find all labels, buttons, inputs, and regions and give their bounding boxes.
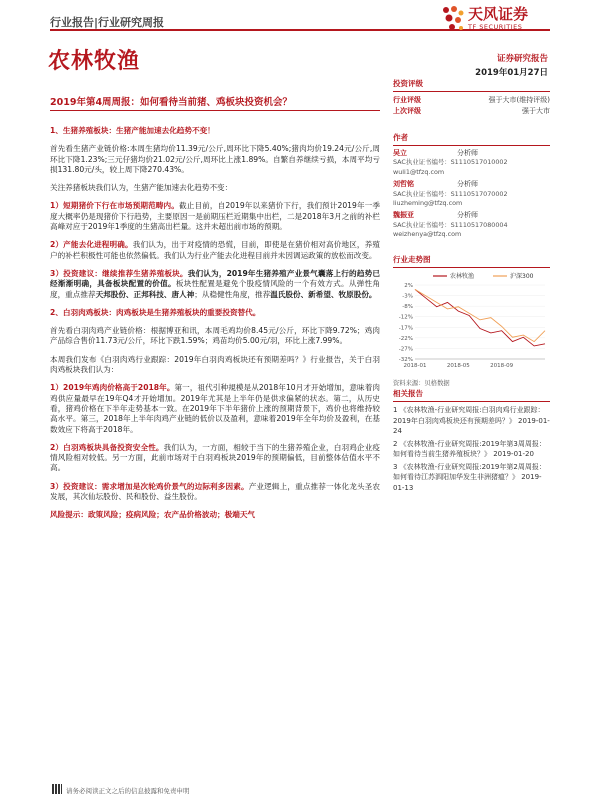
logo-subtitle: TF SECURITIES [468,23,523,31]
sector-title: 农林牧渔 [48,49,141,74]
rating-heading: 投资评级 [393,78,550,92]
paragraph: 1）短期猪价下行在市场预期范畴内。截止目前，自2019年以来猪价下行，我们预计2019年一季度大概率仍是现猪价下行趋势，主要原因一是前期压栏近期集中出栏，二是2018年3月之前的补栏高峰对应于2019年1季度的生猪高出栏量。这并未超出前市场的预期。 [50,201,380,232]
paragraph: 关注养猪板块我们认为，生猪产能加速去化趋势不变： [50,183,233,193]
paragraph: 3）投资建议：继续推荐生猪养殖板块。我们认为，2019年生猪养殖产业景气囊落上行的趋势已经渐渐明确，具备板块配置的价值。板块性配置是避免个股疫情风险的一个有效方式。从弹性角度，重点推荐天邦股份、正邦科技、唐人神；从稳健性角度，推荐温氏股份、新希望、牧原股份。 [50,268,381,299]
analyst-email-link[interactable]: wuli1@tfzq.com [393,167,445,176]
series-line-csi300 [415,289,545,341]
report-category: 行业报告|行业研究周报 [50,16,165,29]
y-tick-label: -32% [398,357,413,363]
previous-rating-value: 强于大市 [522,107,550,115]
y-tick-label: -22% [398,335,413,342]
x-tick-label: 2018-01 [403,363,427,369]
trend-heading: 行业走势图 [393,254,550,268]
paragraph: 1）2019年鸡肉价格高于2018年。第一，祖代引种規模是从2018年10月才开始增加，意味着肉鸡供应量最早在19年Q4才开始增加。2019年尤其是上半年仍是供求偏紧的状态。第二，从历史看，猪鸡价格在下半年走势基本一致。在2019年下半年猪价上涨的预期背景下，鸡价也将维持较高水平。第三，2018年上半年肉鸡产业链的低价以及盈利，意味着2019年全年均价及盈利，在基数效应下将高于2018年。 [50,383,380,434]
trend-panel [393,254,550,387]
section-2-heading: 2、白羽肉鸡板块：肉鸡板块是生猪养殖板块的重要投资替代。 [50,307,261,317]
x-tick-label: 2018-09 [490,363,514,369]
paragraph: 首先看白羽肉鸡产业链价格：根据博亚和讯，本周毛鸡均价8.45元/公斤，环比下降9.72%；鸡肉产品综合售价11.73元/公斤，环比下跌1.59%；鸡苗均价5.00元/羽，环比上涨7.99%。 [50,326,380,346]
analyst-email-link[interactable]: liuzheming@tfzq.com [393,199,463,208]
paragraph: 首先看生猪产业链价格:本周生猪均价11.39元/公斤,周环比下降5.40%;猪肉均价19.24元/公斤,周环比下降1.23%;三元仔猪均价21.02元/公斤,周环比上涨1.89%。自繁自养继续亏损，本周平均亏损131.80元/头，较上周下降270.43%。 [50,144,380,174]
industry-rating-value: 强于大市(维持评级) [488,96,550,104]
industry-rating-label: 行业评级 [393,96,421,104]
paragraph: 2）白羽鸡板块具备投资安全性。我们认为，一方面，相较于当下的生猪养殖企业，白羽鸡企业疫情风险相对较低。另一方面，此前市场对于白羽鸡板块2019年的预期偏低，目前整体估值水平不高。 [50,442,380,473]
y-tick-label: -8% [402,304,413,311]
legend-label: 农林牧渔 [450,273,475,280]
risk-warning: 风险提示：政策风险；疫病风险；农产品价格波动；极端天气 [50,510,256,520]
analyst-entry: 吴立 分析师 SAC执业证书编号：S1110517010002 wuli1@tfzq.com [393,149,550,177]
report-date: 2019年01月27日 [475,68,548,78]
y-tick-label: -17% [398,325,413,332]
previous-rating-label: 上次评级 [393,107,421,115]
related-heading: 相关报告 [393,388,550,402]
paragraph: 2）产能去化进程明确。我们认为，出于对疫情的恐慌，目前，即使是在猪价相对高价地区，养殖户的补栏积极性可能也依然偏低。我们认为行业产能去化进程目前并未因调运政策的放松而改变。 [50,240,380,260]
paragraph: 本周我们发布《白羽肉鸡行业跟踪：2019年白羽肉鸡板块还有预期差吗？》行业报告，关于白羽肉鸡板块我们认为： [50,354,380,375]
paragraph: 3）投资建议：需求增加是次轮鸡价景气的边际利多因素。产业逻辑上，重点推荐一体化龙头圣农发展，其次仙坛股份、民和股份、益生股份。 [50,481,380,502]
analyst-entry: 魏振亚 分析师 SAC执业证书编号：S1110517080004 weizhenya@tfzq.com [393,211,550,239]
industry-trend-chart [393,271,550,375]
related-report-link[interactable]: 1 《农林牧渔-行业研究周报:白羽肉鸡行业跟踪：2019年白羽肉鸡板块还有预期差吗？》 2019-01-24 [393,406,550,435]
y-tick-label: 2% [404,283,413,289]
report-title: 2019年第4周周报：如何看待当前猪、鸡板块投资机会？ [50,97,293,108]
section-1-heading: 1、生猪养殖板块：生猪产能加速去化趋势不变！ [50,126,215,135]
y-tick-label: -12% [398,314,413,321]
rating-panel [393,78,550,117]
authors-panel [393,132,550,243]
chart-source: 资料来源：贝格数据 [393,380,450,387]
analyst-entry: 刘哲铭 分析师 SAC执业证书编号：S1110517070002 liuzheming@tfzq.com [393,180,550,208]
x-tick-label: 2018-05 [446,363,470,369]
y-tick-label: -3% [402,293,413,300]
logo-name: 天风证券 [468,5,529,23]
y-tick-label: -27% [398,346,413,353]
related-report-link[interactable]: 2 《农林牧渔-行业研究周报:2019年第3周周报：如何看待当前生猪养殖板块？》 2019-01-20 [393,439,546,458]
analyst-email-link[interactable]: weizhenya@tfzq.com [393,230,462,239]
title-divider [50,110,380,111]
report-type: 证券研究报告 [496,54,548,64]
related-report-link[interactable]: 3 《农林牧渔-行业研究周报:2019年第2周周报：如何看待江苏泗阳加华发生非洲猪瘟？》 2019-01-13 [393,462,546,492]
qr-code-icon [52,784,62,794]
authors-heading: 作者 [393,132,550,146]
related-panel [393,388,550,495]
company-logo-icon [440,4,466,34]
disclaimer-footer: 请务必阅读正文之后的信息披露和免责申明 [66,787,190,795]
legend-label: 沪深300 [510,273,534,280]
main-body [50,126,380,529]
series-line-agriculture [415,289,545,346]
